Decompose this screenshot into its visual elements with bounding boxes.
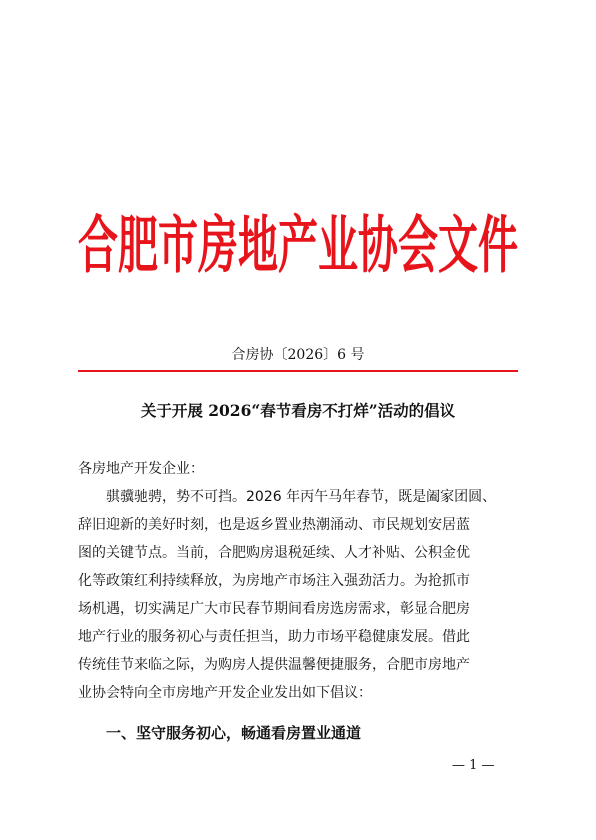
red-separator-line — [78, 370, 518, 372]
page-number: — 1 — — [452, 758, 495, 773]
salutation: 各房地产开发企业： — [78, 461, 204, 477]
body-line: 传统佳节来临之际，为购房人提供温馨便捷服务，合肥市房地产 — [78, 657, 470, 673]
masthead-title: 合肥市房地产业协会文件 — [78, 209, 518, 282]
body-line: 图的关键节点。当前，合肥购房退税延续、人才补贴、公积金优 — [78, 545, 470, 561]
body-line: 业协会特向全市房地产开发企业发出如下倡议： — [78, 685, 372, 701]
body-line: 地产行业的服务初心与责任担当，助力市场平稳健康发展。借此 — [78, 629, 470, 645]
body-line: 辞旧迎新的美好时刻，也是返乡置业热潮涌动、市民规划安居蓝 — [78, 517, 470, 533]
body-line: 场机遇，切实满足广大市民春节期间看房选房需求，彰显合肥房 — [78, 601, 470, 617]
document-number: 合房协〔2026〕6 号 — [231, 347, 365, 363]
body-line: 骐骥驰骋，势不可挡。2026 年丙午马年春节，既是阖家团圆、 — [78, 489, 497, 505]
section-heading: 一、坚守服务初心，畅通看房置业通道 — [106, 724, 362, 742]
body-line: 化等政策红利持续释放，为房地产市场注入强劲活力。为抢抓市 — [78, 573, 470, 589]
document-title: 关于开展 2026“春节看房不打烊”活动的倡议 — [140, 401, 456, 420]
